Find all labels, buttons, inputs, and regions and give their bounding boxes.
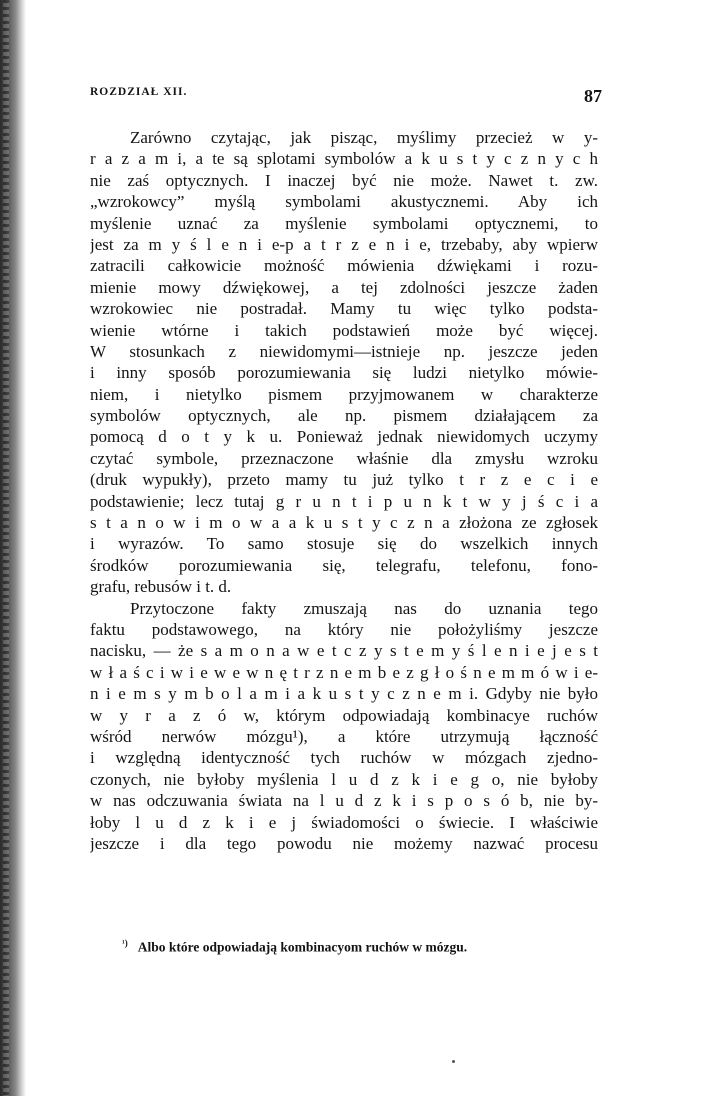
text-line: wzrokowiec nie postradał. Mamy tu więc tylko podsta- (90, 299, 598, 319)
text-line: podstawienie; lecz tutaj g r u n t i p u n k t w y j ś c i a (90, 491, 598, 511)
text-line: s t a n o w i m o w a a k u s t y c z n a złożona ze zgłosek (90, 513, 598, 533)
text-line: faktu podstawowego, na który nie położyliśmy jeszcze (90, 619, 598, 639)
text-line: wienie wtórne i takich podstawień może być więcej. (90, 320, 598, 340)
book-binding-edge (0, 0, 26, 1096)
text-line: czonych, nie byłoby myślenia l u d z k i e g o, nie byłoby (90, 769, 598, 789)
footnote-marker: ¹) (122, 938, 128, 948)
text-line: grafu, rebusów i t. d. (90, 577, 232, 597)
text-line: n i e m s y m b o l a m i a k u s t y c z n e m i. Gdyby nie było (90, 684, 598, 704)
text-line: jeszcze i dla tego powodu nie możemy nazwać procesu (90, 833, 598, 853)
running-head: ROZDZIAŁ XII. (90, 86, 188, 98)
text-line: (druk wypukły), przeto mamy tu już tylko t r z e c i e (90, 470, 598, 490)
text-line: „wzrokowcy” myślą symbolami akustycznemi. Aby ich (90, 192, 598, 212)
text-line: środków porozumiewania się, telegrafu, telefonu, fono- (90, 555, 598, 575)
text-line: w nas odczuwania świata na l u d z k i s p o s ó b, nie by- (90, 791, 598, 811)
text-line: mienie mowy dźwiękowej, a tej zdolności jeszcze żaden (90, 277, 598, 297)
footnote-text: Albo które odpowiadają kombinacyom ruchów w mózgu. (137, 939, 468, 955)
text-line: i względną identyczność tych ruchów w mózgach zjedno- (90, 748, 598, 768)
footnote (122, 938, 467, 956)
text-line: nie zaś optycznych. I inaczej być nie może. Nawet t. zw. (90, 170, 598, 190)
body-text (90, 127, 598, 854)
text-line: W stosunkach z niewidomymi—istnieje np. jeszcze jeden (90, 341, 598, 361)
page-number: 87 (584, 86, 602, 106)
text-line: Zarówno czytając, jak pisząc, myślimy przecież w y- (130, 128, 598, 147)
text-line: i wyrazów. To samo stosuje się do wszelkich innych (90, 534, 598, 554)
text-line: r a z a m i, a te są splotami symbolów a k u s t y c z n y c h (90, 149, 598, 169)
text-line: wśród nerwów mózgu¹), a które utrzymują łączność (90, 726, 598, 746)
print-speck (452, 1060, 455, 1063)
text-line: pomocą d o t y k u. Ponieważ jednak niewidomych uczymy (90, 427, 598, 447)
text-line: Przytoczone fakty zmuszają nas do uznania tego (130, 598, 598, 618)
text-line: i inny sposób porozumiewania się ludzi nietylko mówie- (90, 363, 598, 383)
text-line: symbolów optycznych, ale np. pismem działającem za (90, 406, 598, 426)
text-line: w y r a z ó w, którym odpowiadają kombinacye ruchów (90, 705, 598, 725)
text-line: zatracili całkowicie możność mówienia dźwiękami i rozu- (90, 256, 598, 276)
text-line: niem, i nietylko pismem przyjmowanem w charakterze (90, 384, 598, 404)
text-line: nacisku, — że s a m o n a w e t c z y s t e m y ś l e n i e j e s t (90, 641, 598, 661)
text-line: czytać symbole, przeznaczone właśnie dla zmysłu wzroku (90, 448, 598, 468)
text-line: myślenie uznać za myślenie symbolami optycznemi, to (90, 213, 598, 233)
text-line: łoby l u d z k i e j świadomości o świecie. I właściwie (90, 812, 598, 832)
text-line: jest za m y ś l e n i e-p a t r z e n i e, trzebaby, aby wpierw (90, 234, 598, 254)
text-line: w ł a ś c i w i e w e w n ę t r z n e m b e z g ł o ś n e m m ó w i e- (90, 662, 598, 682)
